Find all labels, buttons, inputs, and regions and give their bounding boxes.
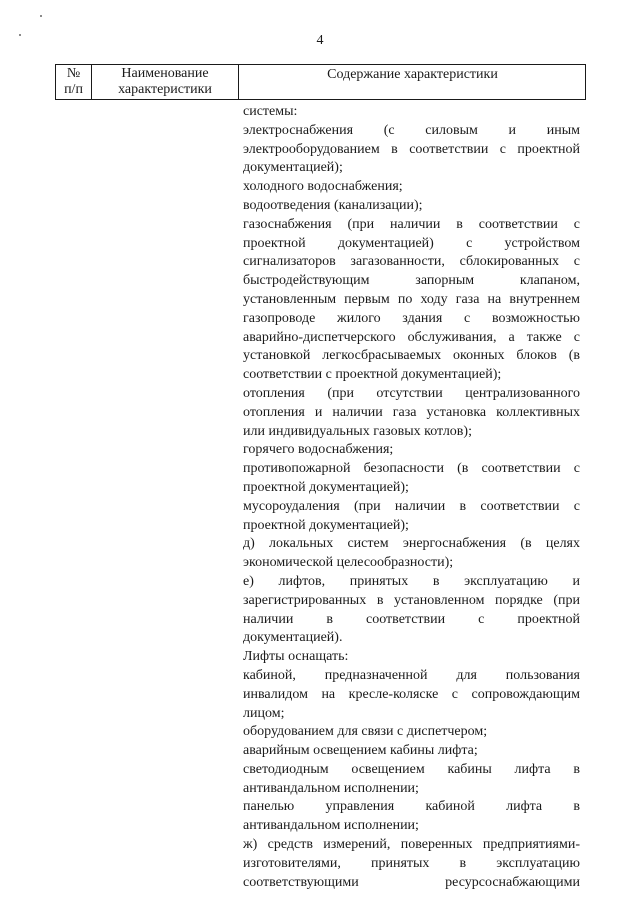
content-line: аварийным освещением кабины лифта;: [243, 743, 478, 759]
content-line: проектной документацией) с устройством: [243, 235, 580, 251]
header-content-column: Содержание характеристики: [327, 67, 498, 82]
content-line: отопления и наличии газа установка коллективных: [243, 404, 580, 420]
characteristic-content: [243, 103, 580, 892]
header-number-column: [56, 66, 91, 98]
content-line: установленным первым по ходу газа на внутреннем: [243, 291, 580, 307]
content-line: лицом;: [243, 705, 285, 721]
content-line: электрооборудованием в соответствии с проектной: [243, 141, 580, 157]
content-line: холодного водоснабжения;: [243, 179, 403, 195]
content-line: соответствующими ресурсоснабжающими: [243, 874, 580, 890]
content-line: оборудованием для связи с диспетчером;: [243, 724, 488, 740]
content-line: проектной документацией);: [243, 517, 409, 533]
header-name-line: Наименование: [121, 66, 209, 81]
header-name-line: характеристики: [118, 82, 212, 97]
header-number-line: №: [66, 66, 81, 81]
content-line: кабиной, предназначенной для пользования: [243, 667, 580, 683]
content-line: е) лифтов, принятых в эксплуатацию и: [243, 573, 580, 589]
content-line: д) локальных систем энергоснабжения (в целях: [243, 536, 580, 552]
content-line: ж) средств измерений, поверенных предприятиями-: [243, 837, 580, 853]
content-line: газоснабжения (при наличии в соответствии с: [243, 216, 580, 232]
content-line: мусороудаления (при наличии в соответствии с: [243, 498, 580, 514]
content-line: сигнализаторов загазованности, сблокированных с: [243, 254, 580, 270]
content-line: антивандальном исполнении;: [243, 780, 419, 796]
content-line: изготовителями, принятых в эксплуатацию: [243, 855, 580, 871]
content-line: проектной документацией);: [243, 479, 409, 495]
page-number: 4: [316, 33, 324, 48]
content-line: быстродействующим запорным клапаном,: [243, 273, 580, 289]
content-line: инвалидом на кресле-коляске с сопровождающим: [243, 686, 580, 702]
table-header: [55, 64, 586, 100]
header-number-line: п/п: [64, 82, 83, 97]
content-line: документацией).: [243, 630, 343, 646]
content-line: установкой легкосбрасываемых оконных блоков (в: [243, 348, 580, 364]
content-line: зарегистрированных в установленном порядке (при: [243, 592, 580, 608]
content-line: системы:: [243, 104, 298, 119]
content-line: аварийно-диспетчерского обслуживания, а также с: [243, 329, 580, 345]
content-line: отопления (при отсутствии централизованного: [243, 385, 580, 401]
content-line: документацией);: [243, 160, 343, 176]
scan-speck: [40, 15, 42, 17]
content-line: антивандальном исполнении;: [243, 818, 419, 834]
content-line: панелью управления кабиной лифта в: [243, 799, 580, 815]
content-line: светодиодным освещением кабины лифта в: [243, 761, 580, 777]
content-line: или индивидуальных газовых котлов);: [243, 423, 472, 439]
content-line: электроснабжения (с силовым и иным: [243, 122, 580, 138]
content-line: газопроводе жилого здания с возможностью: [243, 310, 580, 326]
content-line: водоотведения (канализации);: [243, 197, 423, 213]
header-name-column: [92, 66, 238, 98]
content-line: экономической целесообразности);: [243, 555, 454, 571]
content-line: Лифты оснащать:: [243, 649, 349, 665]
content-line: наличии в соответствии с проектной: [243, 611, 580, 627]
content-line: горячего водоснабжения;: [243, 442, 394, 458]
content-line: противопожарной безопасности (в соответствии с: [243, 461, 580, 477]
content-line: соответствии с проектной документацией);: [243, 367, 502, 383]
